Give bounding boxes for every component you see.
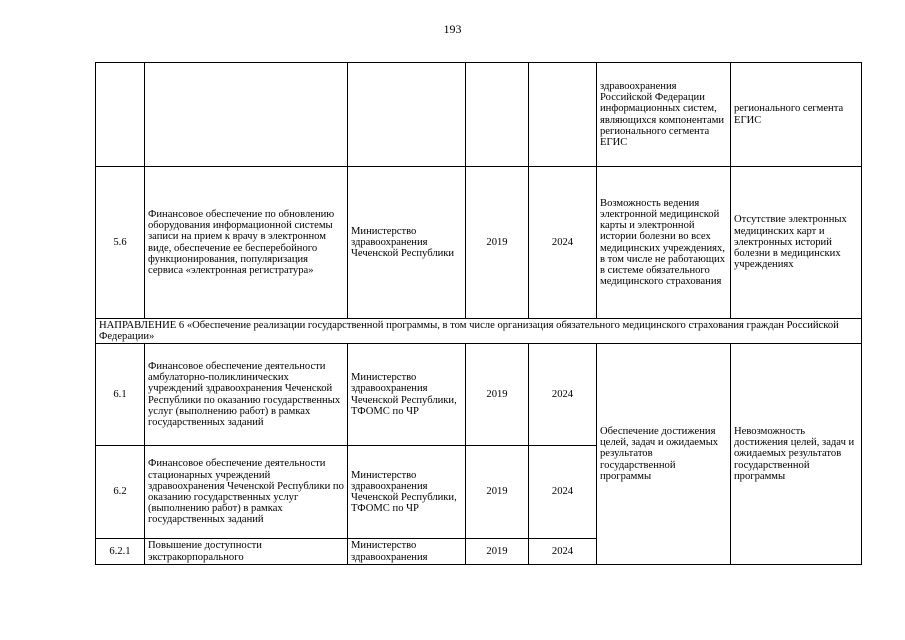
row-number: 6.2	[96, 446, 145, 539]
table-row-continued	[96, 63, 862, 167]
row-number: 6.2.1	[96, 539, 145, 565]
end-year: 2024	[529, 539, 597, 565]
page-number: 193	[443, 22, 462, 36]
start-year: 2019	[466, 539, 529, 565]
cell-num	[96, 63, 145, 167]
consequence-group: Невозможность достижения целей, задач и ожидаемых результатов государственной программы	[731, 344, 862, 565]
measure-name: Повышение доступности экстракорпорального	[145, 539, 348, 565]
executor: Министерство здравоохранения Чеченской Республики	[348, 167, 466, 319]
measures-table	[95, 62, 862, 565]
expected-result-group: Обеспечение достижения целей, задач и ожидаемых результатов государственной программы	[597, 344, 731, 565]
section-header-row	[96, 319, 862, 344]
cell-end	[529, 63, 597, 167]
section-title: НАПРАВЛЕНИЕ 6 «Обеспечение реализации государственной программы, в том числе организация обязательного медицинского страхования граждан Российской Федерации»	[96, 319, 862, 344]
expected-result: Возможность ведения электронной медицинской карты и электронной истории болезни во всех медицинских учреждениях, в том числе не работающих в системе обязательного медицинского страхования	[597, 167, 731, 319]
consequence: Отсутствие электронных медицинских карт и электронных историй болезни в медицинских учреждениях	[731, 167, 862, 319]
start-year: 2019	[466, 167, 529, 319]
end-year: 2024	[529, 167, 597, 319]
table-row-5-6	[96, 167, 862, 319]
measure-name: Финансовое обеспечение деятельности амбулаторно-поликлинических учреждений здравоохранения Чеченской Республики по оказанию государственных услуг (выполнению работ) в рамках государственных заданий	[145, 344, 348, 446]
cell-consequence: регионального сегмента ЕГИС	[731, 63, 862, 167]
start-year: 2019	[466, 344, 529, 446]
executor: Министерство здравоохранения	[348, 539, 466, 565]
table-row-6-1	[96, 344, 862, 446]
executor: Министерство здравоохранения Чеченской Республики, ТФОМС по ЧР	[348, 446, 466, 539]
measure-name: Финансовое обеспечение по обновлению оборудования информационной системы записи на прием к врачу в электронном виде, обеспечение ее бесперебойного функционирования, популяризация сервиса «электронная регистратура»	[145, 167, 348, 319]
cell-executor	[348, 63, 466, 167]
end-year: 2024	[529, 344, 597, 446]
cell-start	[466, 63, 529, 167]
cell-name	[145, 63, 348, 167]
row-number: 6.1	[96, 344, 145, 446]
measure-name: Финансовое обеспечение деятельности стационарных учреждений здравоохранения Чеченской Республики по оказанию государственных услуг (выполнению работ) в рамках государственных заданий	[145, 446, 348, 539]
start-year: 2019	[466, 446, 529, 539]
cell-result: здравоохранения Российской Федерации информационных систем, являющихся компонентами регионального сегмента ЕГИС	[597, 63, 731, 167]
executor: Министерство здравоохранения Чеченской Республики, ТФОМС по ЧР	[348, 344, 466, 446]
end-year: 2024	[529, 446, 597, 539]
row-number: 5.6	[96, 167, 145, 319]
